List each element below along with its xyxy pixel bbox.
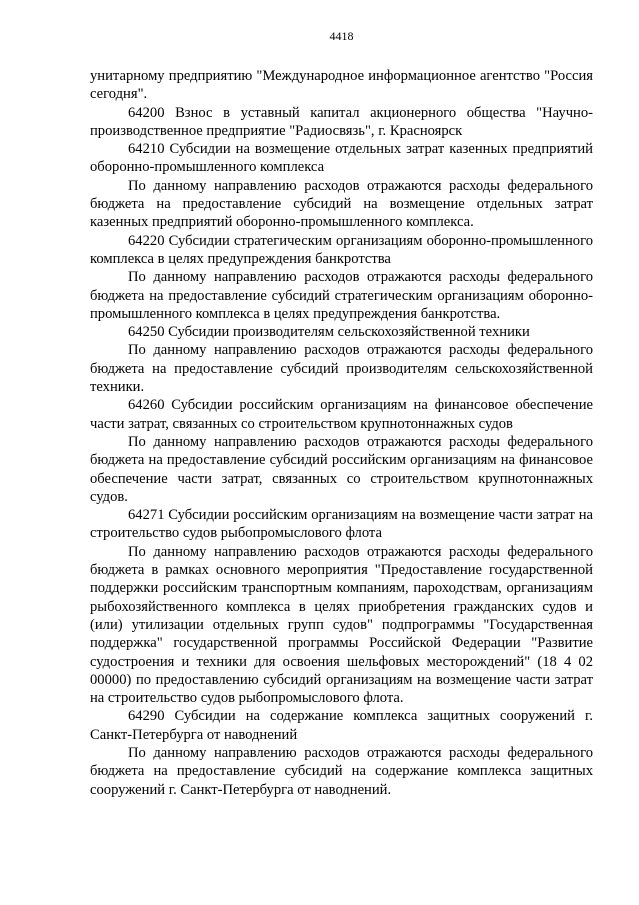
paragraph-continuation: унитарному предприятию "Международное информационное агентство "Россия сегодня". [90,68,593,103]
heading-64210: 64210 Субсидии на возмещение отдельных затрат казенных предприятий оборонно-промышленного комплекса [90,141,593,176]
document-body [90,67,593,799]
description-64260: По данному направлению расходов отражаются расходы федерального бюджета на предоставление субсидий российским организациям на финансовое обеспечение части затрат, связанных со строительством крупнотоннажных судов. [90,433,593,505]
heading-64260: 64260 Субсидии российским организациям на финансовое обеспечение части затрат, связанных со строительством крупнотоннажных судов [90,397,593,432]
heading-64290: 64290 Субсидии на содержание комплекса защитных сооружений г. Санкт-Петербурга от наводнений [90,708,593,743]
description-64210: По данному направлению расходов отражаются расходы федерального бюджета на предоставление субсидий на возмещение отдельных затрат казенных предприятий оборонно-промышленного комплекса. [90,177,593,231]
heading-64250: 64250 Субсидии производителям сельскохозяйственной техники [128,324,530,341]
description-64271: По данному направлению расходов отражаются расходы федерального бюджета в рамках основного мероприятия "Предоставление государственной поддержки российским транспортным компаниям, пароходствам, организациям рыбохозяйственного комплекса в целях приобретения гражданских судов и (или) утилизации отдельных групп судов" подпрограммы "Государственная поддержка" государственной программы Российской Федерации "Развитие судостроения и техники для освоения шельфовых месторождений" (18 4 02 00000) по предоставлению субсидий организациям на возмещение части затрат на строительство судов рыбопромыслового флота. [90,543,593,707]
page-number: 4418 [329,29,354,43]
heading-64200: 64200 Взнос в уставный капитал акционерного общества "Научно-производственное предприятие "Радиосвязь", г. Красноярск [90,104,593,139]
heading-64271: 64271 Субсидии российским организациям на возмещение части затрат на строительство судов рыбопромыслового флота [90,507,593,542]
description-64220: По данному направлению расходов отражаются расходы федерального бюджета на предоставление субсидий стратегическим организациям оборонно-промышленного комплекса в целях предупреждения банкротства. [90,269,593,322]
heading-64220: 64220 Субсидии стратегическим организациям оборонно-промышленного комплекса в целях предупреждения банкротства [90,232,593,267]
description-64250: По данному направлению расходов отражаются расходы федерального бюджета на предоставление субсидий производителям сельскохозяйственной техники. [90,342,593,396]
description-64290: По данному направлению расходов отражаются расходы федерального бюджета на предоставление субсидий на содержание комплекса защитных сооружений г. Санкт-Петербурга от наводнений. [90,744,593,798]
